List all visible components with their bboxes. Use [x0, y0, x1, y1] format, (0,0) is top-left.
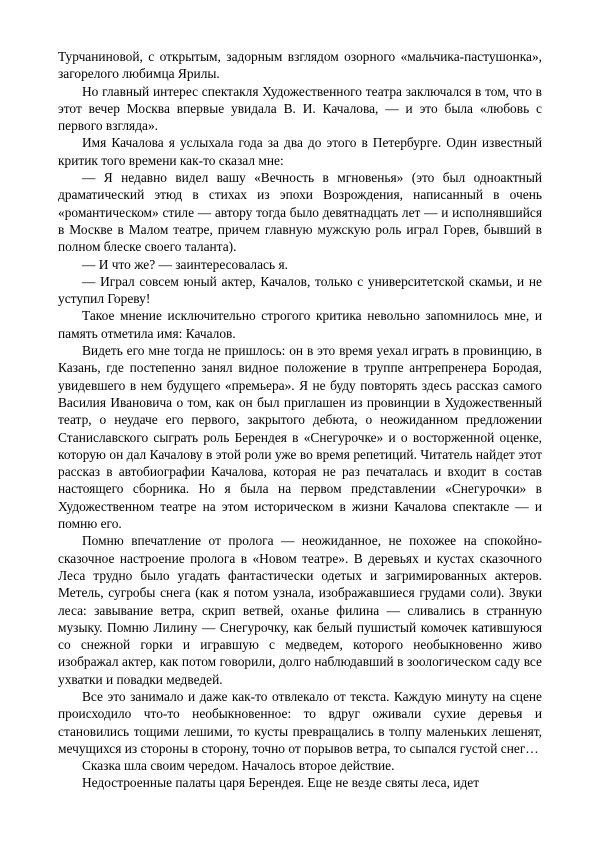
- paragraph: Но главный интерес спектакля Художественного театра заключался в том, что в этот вечер Москва впервые увидала В. И. Качалова, — и это была «любовь с первого взгляда».: [58, 83, 542, 134]
- paragraph: Такое мнение исключительно строгого критика невольно запомнилось мне, и память отметила имя: Качалов.: [58, 308, 542, 341]
- paragraph: — И что же? — заинтересовалась я.: [82, 256, 288, 272]
- paragraph: — Я недавно видел вашу «Вечность в мгновенья» (это был одноактный драматический этюд в стихах из эпохи Возрождения, написанный в очень «романтическом» стиле — автору тогда было девятнадцать лет — и исполнявшийся в Москве в Малом театре, причем главную мужскую роль играл Горев, бывший в полном блеске своего таланта).: [58, 170, 542, 255]
- paragraph: Помню впечатление от пролога — неожиданное, не похожее на спокойно-сказочное настроение пролога в «Новом театре». В деревьях и кустах сказочного Леса трудно было угадать фантастически одетых и загримированных актеров. Метель, сугробы снега (как я потом узнала, изображавшиеся грудами соли). Звуки леса: завывание ветра, скрип ветвей, оханье филина — сливались в странную музыку. Помню Лилину — Снегурочку, как белый пушистый комочек катившуюся со снежной горки и игравшую с медведем, которого необыкновенно живо изображал актер, как потом говорили, долго наблюдавший в зоологическом саду все ухватки и повадки медведей.: [58, 533, 542, 687]
- paragraph: Все это занимало и даже как-то отвлекало от текста. Каждую минуту на сцене происходило что-то необыкновенное: то вдруг оживали сухие деревья и становились тощими лешими, то кусты превращались в толпу маленьких лешенят, мечущихся из стороны в сторону, точно от порывов ветра, то сыпался густой снег…: [58, 688, 542, 756]
- paragraph: Турчаниновой, с открытым, задорным взглядом озорного «мальчика-пастушонка», загорелого любимца Ярилы.: [58, 49, 542, 82]
- paragraph: — Играл совсем юный актер, Качалов, только с университетской скамьи, и не уступил Гореву!: [58, 273, 542, 307]
- paragraph: Сказка шла своим чередом. Началось второе действие.: [82, 758, 395, 774]
- paragraph: Недостроенные палаты царя Берендея. Еще не везде святы леса, идет: [82, 775, 480, 791]
- paragraph: Имя Качалова я услыхала года за два до этого в Петербурге. Один известный критик того времени как-то сказал мне:: [58, 135, 542, 168]
- paragraph: Видеть его мне тогда не пришлось: он в это время уехал играть в провинцию, в Казань, где постепенно занял видное положение в труппе антрепренера Бородая, увидевшего в нем будущего «премьера». Я не буду повторять здесь рассказ самого Василия Ивановича о том, как он был приглашен из провинции в Художественный театр, о неудаче его первого, закрытого дебюта, о неожиданном предложении Станиславского сыграть роль Берендея в «Снегурочке» и о восторженной оценке, которую он дал Качалову в этой роли уже во время репетиций. Читатель найдет этот рассказ в автобиографии Качалова, которая не раз печаталась и входит в состав настоящего сборника. Но я была на первом представлении «Снегурочки» в Художественном театре на этом историческом в жизни Качалова спектакле — и помню его.: [58, 343, 542, 532]
- body-text: [58, 48, 542, 792]
